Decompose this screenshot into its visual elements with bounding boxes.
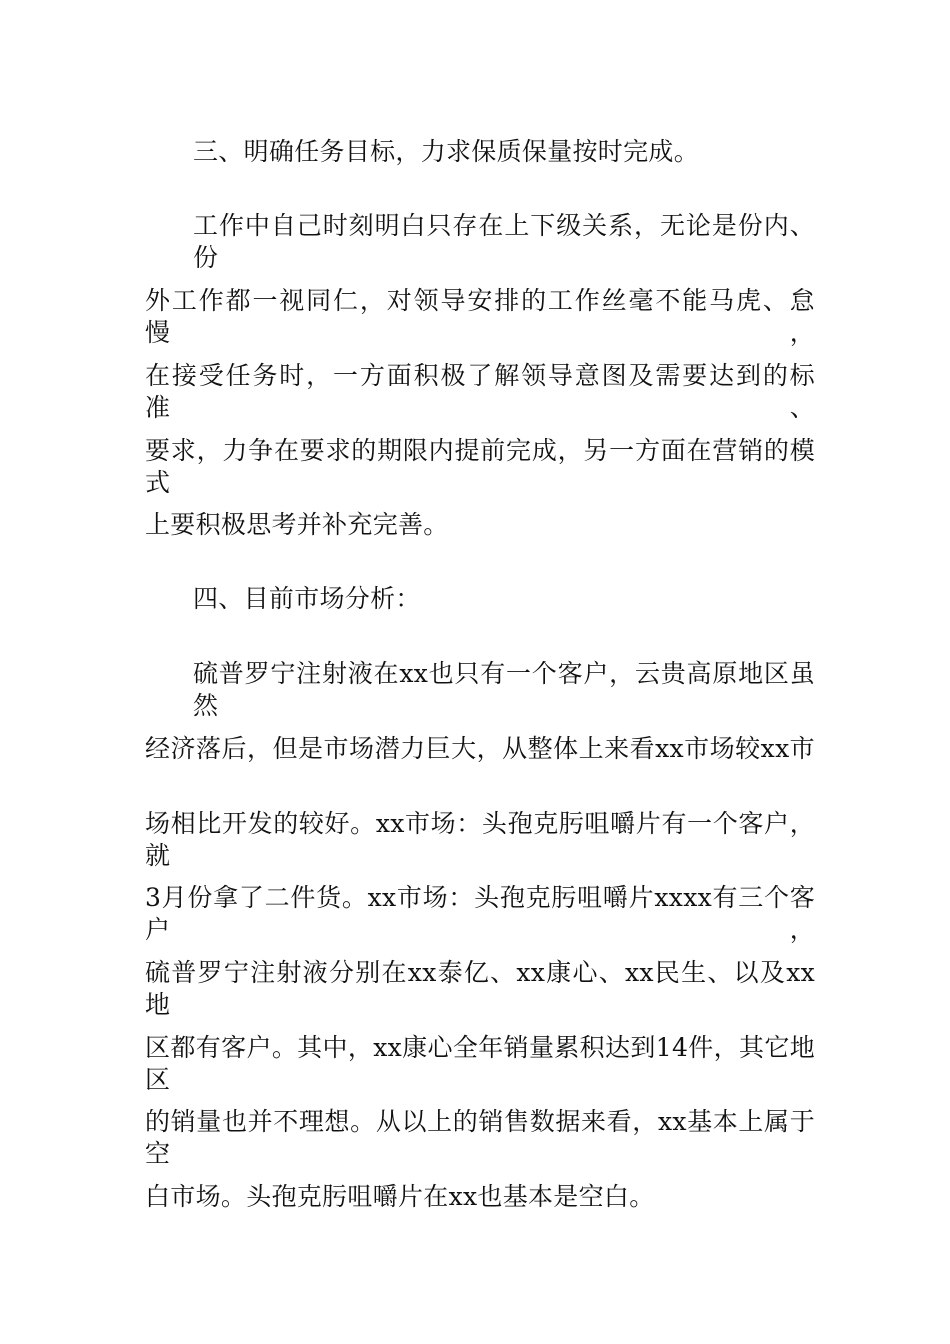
paragraph-line: 区都有客户。其中，xx康心全年销量累积达到14件，其它地区 [145, 1033, 815, 1094]
section-heading-4: 四、目前市场分析： [193, 584, 421, 613]
paragraph-line: 经济落后，但是市场潜力巨大，从整体上来看xx市场较xx市 [145, 734, 815, 763]
section-heading-3: 三、明确任务目标，力求保质保量按时完成。 [193, 137, 700, 166]
paragraph-line: 上要积极思考并补充完善。 [145, 510, 449, 539]
paragraph-line: 要求，力争在要求的期限内提前完成，另一方面在营销的模式 [145, 436, 815, 497]
paragraph-line: 在接受任务时，一方面积极了解领导意图及需要达到的标准、 [145, 361, 815, 422]
paragraph-line: 3月份拿了二件货。xx市场：头孢克肟咀嚼片xxxx有三个客户， [145, 883, 815, 944]
paragraph-line: 硫普罗宁注射液分别在xx泰亿、xx康心、xx民生、以及xx地 [145, 958, 815, 1019]
paragraph-line: 场相比开发的较好。xx市场：头孢克肟咀嚼片有一个客户，就 [145, 809, 815, 870]
paragraph-line: 的销量也并不理想。从以上的销售数据来看，xx基本上属于空 [145, 1107, 815, 1168]
paragraph-line: 硫普罗宁注射液在xx也只有一个客户，云贵高原地区虽然 [193, 659, 815, 720]
paragraph-line: 工作中自己时刻明白只存在上下级关系，无论是份内、份 [193, 211, 815, 272]
paragraph-line: 外工作都一视同仁，对领导安排的工作丝毫不能马虎、怠慢， [145, 286, 815, 347]
paragraph-line: 白市场。头孢克肟咀嚼片在xx也基本是空白。 [145, 1182, 655, 1211]
